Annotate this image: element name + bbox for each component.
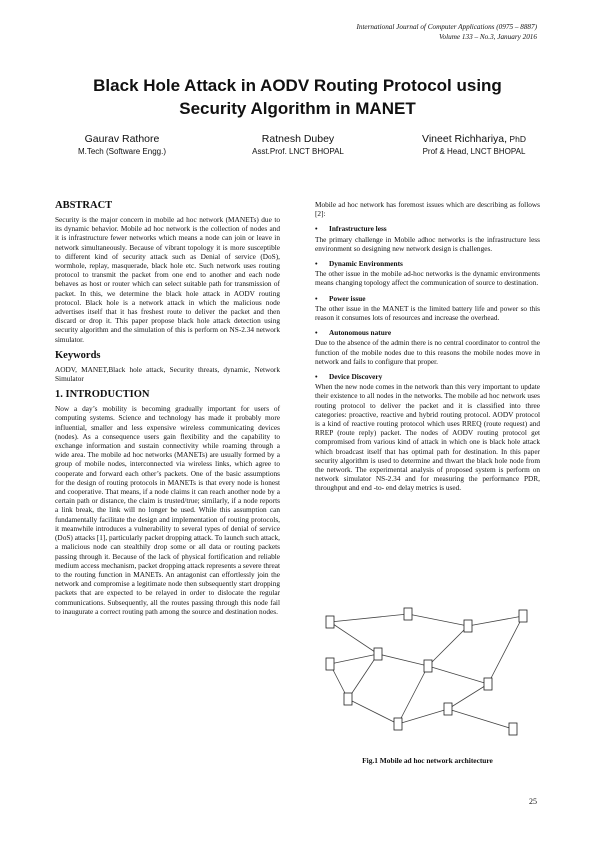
author-2	[218, 132, 378, 157]
bullet-icon: •	[315, 293, 318, 303]
phone-icon	[444, 703, 452, 715]
bullet-icon: •	[315, 259, 318, 269]
author-name: Vineet Richhariya, PhD	[422, 133, 526, 145]
title-line-2: Security Algorithm in MANET	[179, 99, 416, 118]
author-1	[42, 132, 202, 157]
phone-icon	[394, 718, 402, 730]
author-name: Ratnesh Dubey	[261, 133, 335, 145]
mobile-nodes	[326, 608, 527, 735]
bullet-text: Due to the absence of the admin there is no central coordinator to control the function of the mobile nodes due to this reasons the mobile nodes move in network and fails to configure that proper.	[315, 338, 540, 366]
bullet-icon: •	[315, 224, 318, 234]
keywords-text: AODV, MANET,Black hole attack, Security threats, dynamic, Network Simulator	[55, 364, 280, 384]
introduction-heading: 1. INTRODUCTION	[55, 389, 150, 401]
bullet-text: When the new node comes in the network than this very important to update their existence to all nodes in the networks. The mobile ad hoc network uses routing protocol to deliver the packet and it is classified into three categories: proactive, reactive and hybrid routing protocol. AODV protocol is a kind of reactive routing protocol which uses RREQ (route request) and RREP (route reply) packet. The nodes of AODV routing protocol get compromised from various kind of attack in which one is black hole attack which broadcast itself that has optimal path for destination. In this paper security algorithm is used to determine and thwart the black hole node from the network. The experimental analysis of proposed system is perform on network simulator NS-2.34 and for measuring the performance PDR, throughput and end -to- end delay metrics is used.	[315, 382, 540, 493]
bullet-icon: •	[315, 372, 318, 382]
phone-icon	[326, 658, 334, 670]
bullet-icon: •	[315, 328, 318, 338]
phone-icon	[374, 648, 382, 660]
bullet-text: The primary challenge in Mobile adhoc networks is the infrastructure less environment so designing new network design is challenges.	[315, 234, 540, 253]
phone-icon	[424, 660, 432, 672]
bullet-title: • Dynamic Environments	[315, 259, 403, 269]
abstract-text: Security is the major concern in mobile ad hoc network (MANETs) due to its dynamic behavior. Mobile ad hoc network is the collection of nodes and it is infrastructure fewer networks which means a node can join or leave in network simultaneously. Because of vibrant topology it is more susceptible to different kind of security attack such as Denial of service (DoS), wormhole, replay, masquerade, black hole etc. Such network uses routing protocol to transmit the packet from one end to another and each node behaves as host or router which can select suitable path for transmission of packet. In this, we determine the black hole attack in AODV routing protocol. Black hole is a network attack in which the malicious node advertises itself that it has freshest route to deliver the packet and then discard or drop it. This paper propose black hole attack detection using security algorithm and the simulation of this is perform on NS-2.34 network simulator.	[55, 215, 280, 344]
right-column	[315, 200, 540, 499]
author-3	[394, 132, 554, 157]
figure-caption: Fig.1 Mobile ad hoc network architecture	[362, 756, 493, 765]
phone-icon	[484, 678, 492, 690]
bullet-title: • Autonomous nature	[315, 328, 392, 338]
left-column	[55, 200, 280, 622]
phone-icon	[519, 610, 527, 622]
bullet-title: • Infrastructure less	[315, 224, 387, 234]
title-line-1: Black Hole Attack in AODV Routing Protocol using	[93, 76, 502, 95]
phone-icon	[326, 616, 334, 628]
bullet-text: The other issue in the MANET is the limited battery life and power so this reason it consumes lots of resources and increase the overhead.	[315, 303, 540, 323]
author-affiliation: Prof & Head, LNCT BHOPAL	[422, 147, 526, 156]
author-name: Gaurav Rathore	[84, 133, 160, 145]
author-affiliation: M.Tech (Software Engg.)	[77, 147, 167, 156]
journal-name: International Journal of Computer Applications (0975 – 8887)	[356, 23, 537, 31]
introduction-text: Now a day’s mobility is becoming gradually important for users of computing systems. Science and technology has made it probably more influential, smaller and less expensive wireless communicating devices (nodes). As a consequence users gain flexibility and the capability to exchange information and sustain connectivity while roaming through a wide area. The mobile ad hoc networks (MANETs) are usually formed by a group of mobile nodes, interconnected via wireless links, which agree to cooperate and forward each other’s packets. One of the basic assumptions for the design of routing protocols in MANETs is that every node is honest and cooperative. That means, if a node claims it can reach another node by a certain path or distance, the claim is trusted/true; similarly, if a node reports a link break, the link will no longer be used. While this assumption can fundamentally facilitate the design and implementation of routing protocols, it meanwhile introduces a vulnerability to several types of denial of service (DoS) attacks [1], particularly packet dropping attack. To launch such attack, a malicious node can stealthily drop some or all data or routing packets passing through it. Because of the lack of physical fortification and reliable medium access mechanism, packet dropping attack represents a severe threat to the routing function in MANETs. An antagonist can effortlessly join the network and compromise a legitimate node then subsequently start dropping packets that are expected to be relayed in order to dislocate the regular communications. Subsequently, all the routes passing through this node fail to inaugurate a correct routing path among the source and destination nodes.	[55, 404, 280, 616]
manet-architecture-figure	[318, 604, 540, 744]
keywords-heading: Keywords	[55, 349, 101, 361]
bullet-title: • Device Discovery	[315, 372, 383, 382]
paper-title	[40, 74, 555, 120]
issues-intro: Mobile ad hoc network has foremost issues which are describing as follows [2]:	[315, 200, 540, 219]
page-number: 25	[529, 797, 537, 806]
running-header	[356, 22, 537, 42]
phone-icon	[404, 608, 412, 620]
bullet-title: • Power issue	[315, 293, 366, 303]
phone-icon	[344, 693, 352, 705]
author-affiliation: Asst.Prof. LNCT BHOPAL	[252, 147, 344, 156]
bullet-text: The other issue in the mobile ad-hoc networks is the dynamic environments means changing topology affect the communication of source to destination.	[315, 269, 540, 288]
abstract-heading: ABSTRACT	[55, 200, 113, 211]
volume-info: Volume 133 – No.3, January 2016	[438, 33, 537, 41]
phone-icon	[464, 620, 472, 632]
phone-icon	[509, 723, 517, 735]
